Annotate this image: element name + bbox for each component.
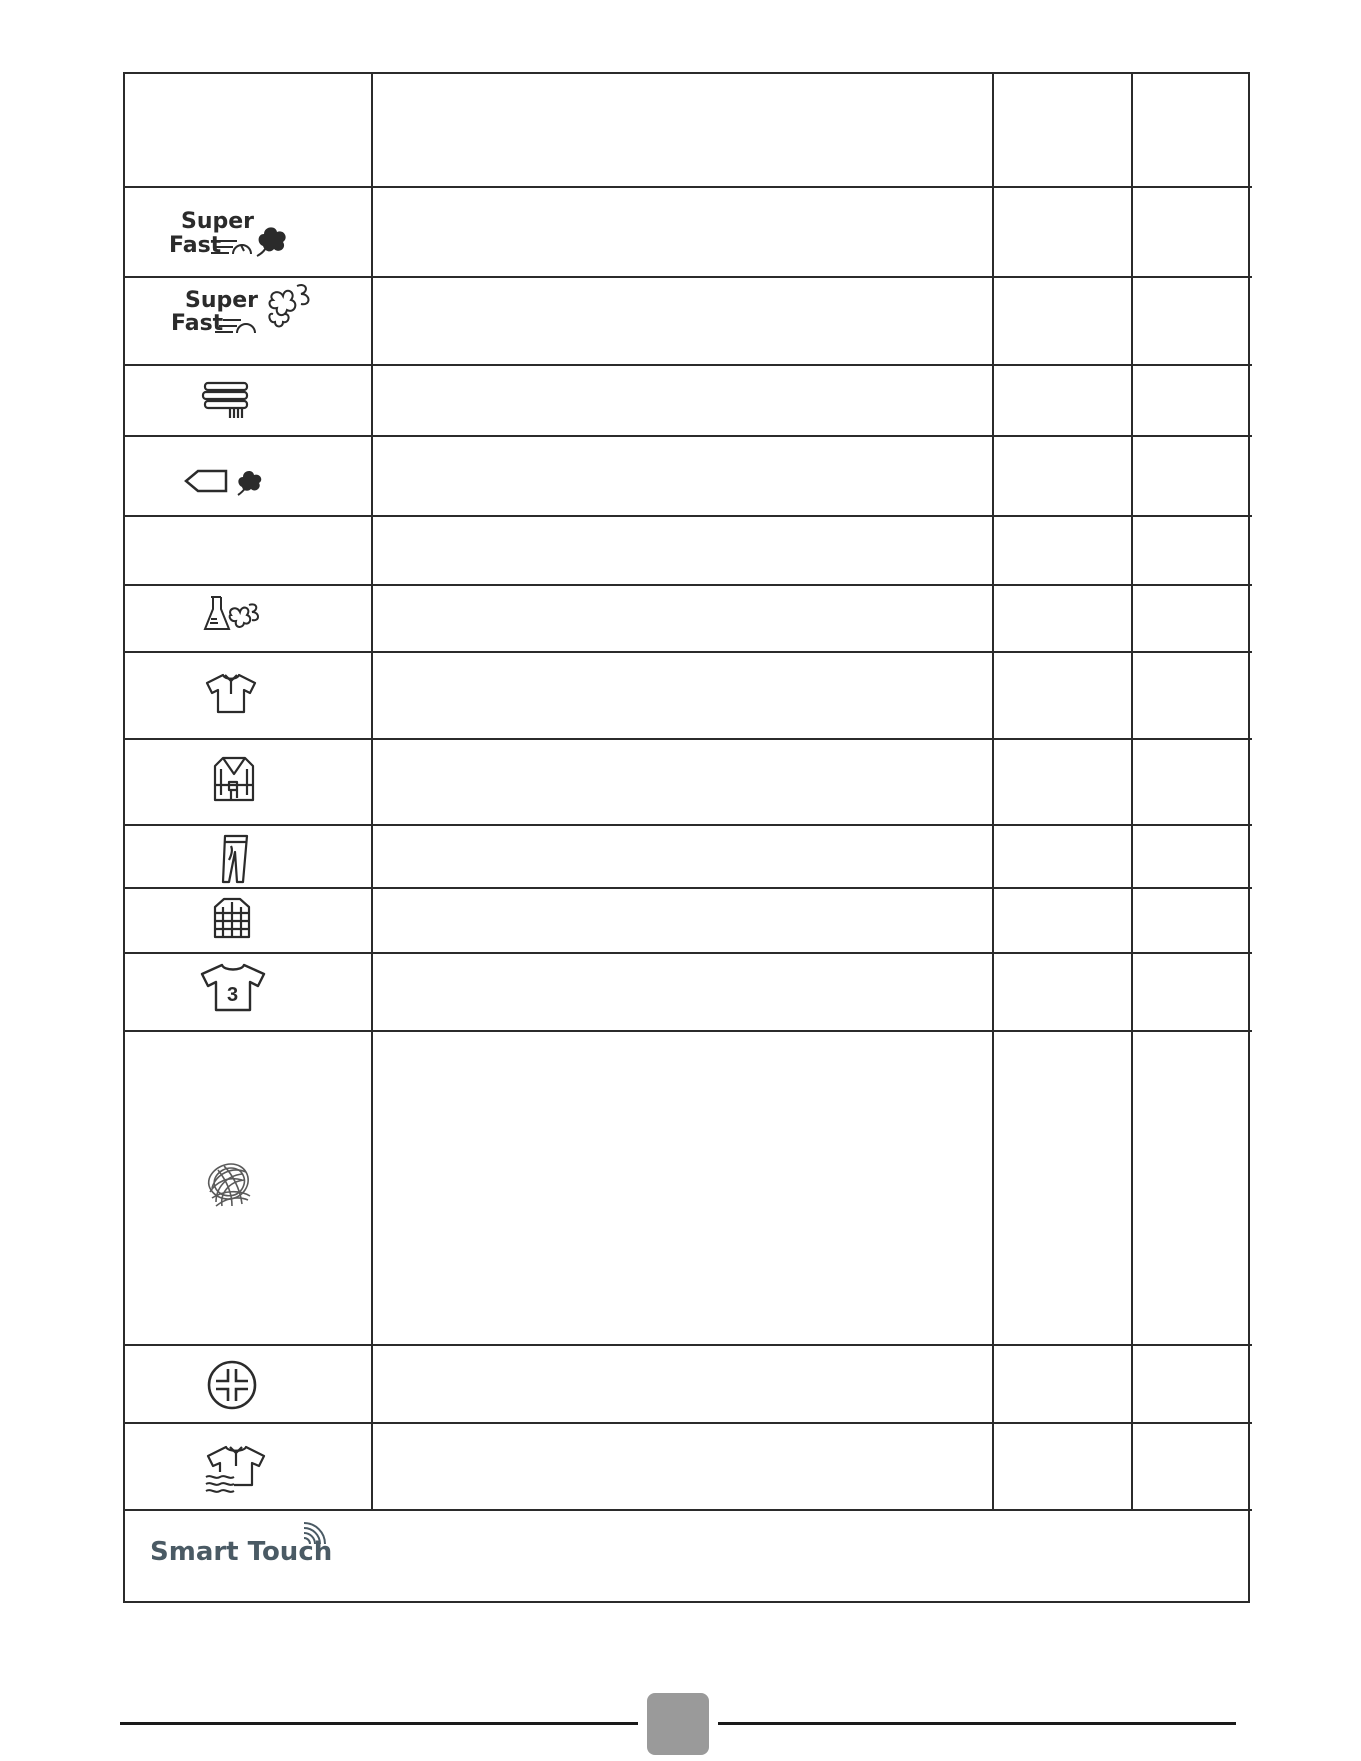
footer-rule-right bbox=[718, 1722, 1236, 1725]
super-label: Super bbox=[185, 288, 259, 313]
row-divider bbox=[125, 515, 1252, 517]
row-divider bbox=[125, 186, 1252, 188]
rinse-shirt-icon bbox=[202, 1444, 272, 1496]
sports-jersey-icon bbox=[200, 962, 266, 1014]
smart-touch-logo bbox=[150, 1522, 350, 1579]
row-divider bbox=[125, 364, 1252, 366]
row-divider bbox=[125, 1344, 1252, 1346]
column-divider bbox=[992, 74, 994, 1511]
super-fast-cotton-icon bbox=[167, 208, 307, 262]
fast-label: Fast bbox=[171, 311, 224, 336]
jeans-icon bbox=[217, 834, 249, 884]
page-number-tab bbox=[647, 1693, 709, 1755]
row-divider bbox=[125, 952, 1252, 954]
cotton-label-icon bbox=[184, 463, 274, 499]
column-divider bbox=[371, 74, 373, 1511]
row-divider bbox=[125, 584, 1252, 586]
shirt-icon bbox=[203, 672, 259, 716]
svg-text:3: 3 bbox=[227, 984, 239, 1006]
row-divider bbox=[125, 276, 1252, 278]
program-table bbox=[123, 72, 1250, 1603]
row-divider bbox=[125, 887, 1252, 889]
wool-icon bbox=[204, 1158, 258, 1210]
row-divider bbox=[125, 1030, 1252, 1032]
bathrobe-icon bbox=[211, 755, 257, 809]
row-divider bbox=[125, 1422, 1252, 1424]
row-divider bbox=[125, 435, 1252, 437]
row-divider bbox=[125, 651, 1252, 653]
super-fast-synthetics-icon bbox=[169, 280, 319, 336]
row-divider bbox=[125, 824, 1252, 826]
synthetics-flask-icon bbox=[203, 595, 265, 635]
column-divider bbox=[1131, 74, 1133, 1511]
row-divider bbox=[125, 1509, 1252, 1511]
super-label: Super bbox=[181, 209, 255, 234]
down-jacket-icon bbox=[211, 896, 253, 942]
fast-label: Fast bbox=[169, 233, 222, 258]
smart-touch-label: Smart Touch bbox=[150, 1537, 333, 1567]
footer-rule-left bbox=[120, 1722, 638, 1725]
towels-icon bbox=[202, 380, 252, 422]
row-divider bbox=[125, 738, 1252, 740]
hygiene-icon bbox=[206, 1359, 258, 1411]
